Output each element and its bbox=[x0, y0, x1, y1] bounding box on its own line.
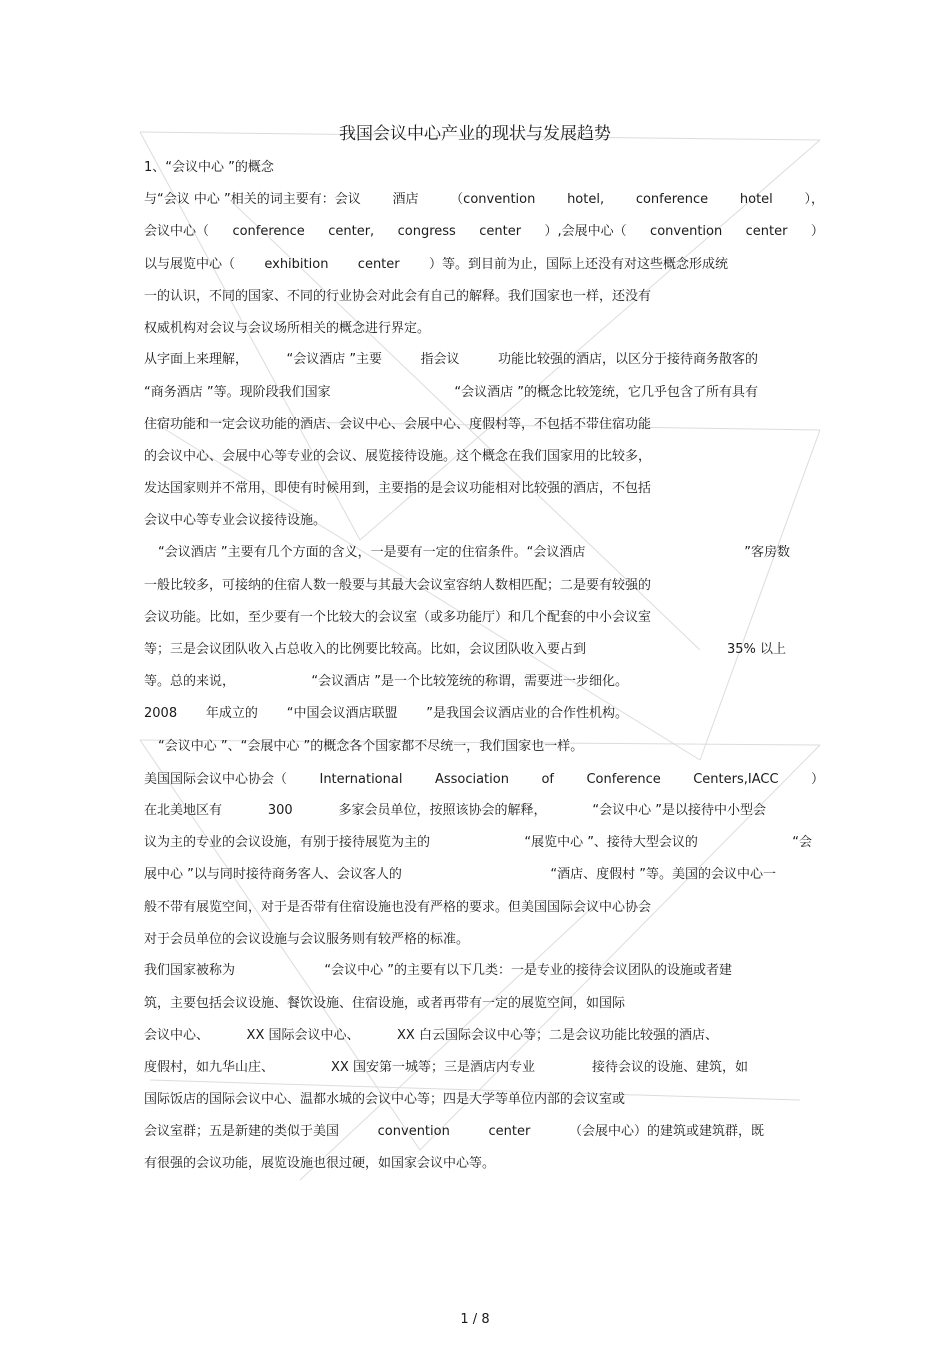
text-run: center, bbox=[328, 224, 375, 239]
text-run: center bbox=[488, 1124, 531, 1139]
body-line bbox=[144, 866, 776, 884]
page-separator: / bbox=[472, 1312, 478, 1327]
text-run: 般不带有展览空间，对于是否带有住宿设施也没有严格的要求。但美国国际会议中心协会 bbox=[144, 900, 652, 915]
text-run: （convention bbox=[450, 192, 536, 207]
text-run: ”客房数 bbox=[744, 545, 790, 560]
body-line bbox=[144, 288, 824, 306]
page-total: 8 bbox=[481, 1312, 490, 1327]
document-title: 我国会议中心产业的现状与发展趋势 bbox=[339, 124, 611, 144]
text-run: “会议中心 ”的主要有以下几类：一是专业的接待会议团队的设施或者建 bbox=[324, 963, 732, 978]
text-run: （会展中心）的建筑或建筑群，既 bbox=[568, 1124, 764, 1139]
text-run: convention bbox=[377, 1124, 450, 1139]
text-run: 酒店 bbox=[392, 192, 419, 207]
text-run: “酒店、度假村 ”等。美国的会议中心一 bbox=[550, 867, 776, 882]
body-line bbox=[158, 544, 790, 562]
body-line bbox=[144, 1155, 824, 1173]
body-line bbox=[144, 899, 824, 917]
text-run: XX 国安第一城等；三是酒店内专业 bbox=[331, 1060, 535, 1075]
page-number bbox=[0, 1311, 950, 1329]
text-run: 与“会议 中心 ”相关的词主要有：会议 bbox=[144, 192, 361, 207]
body-line bbox=[144, 962, 732, 980]
body-line bbox=[144, 1027, 718, 1045]
text-run: Conference bbox=[586, 772, 661, 787]
text-run: 的会议中心、会展中心等专业的会议、展览接待设施。这个概念在我们国家用的比较多， bbox=[144, 449, 652, 464]
text-run: hotel bbox=[739, 192, 773, 207]
text-run: 展中心 ”以与同时接待商务客人、会议客人的 bbox=[144, 867, 402, 882]
text-run: 300 bbox=[267, 803, 293, 818]
body-line bbox=[144, 1059, 748, 1077]
text-run: 35% 以上 bbox=[726, 642, 786, 657]
text-run: 会议中心等专业会议接待设施。 bbox=[144, 513, 327, 528]
text-run: 发达国家则并不常用，即使有时候用到，主要指的是会议功能相对比较强的酒店，不包括 bbox=[144, 481, 652, 496]
body-line bbox=[144, 1123, 764, 1141]
text-run: center bbox=[357, 257, 400, 272]
text-run: ）,会展中心（ bbox=[544, 224, 627, 239]
text-run: 议为主的专业的会议设施，有别于接待展览为主的 bbox=[144, 835, 431, 850]
page-current: 1 bbox=[460, 1312, 469, 1327]
text-run: “会议中心 ”、“会展中心 ”的概念各个国家都不尽统一，我们国家也一样。 bbox=[158, 739, 584, 754]
text-run: “展览中心 ”、接待大型会议的 bbox=[524, 835, 698, 850]
body-line bbox=[144, 1091, 824, 1109]
body-line bbox=[144, 512, 824, 530]
body-line bbox=[144, 384, 758, 402]
text-run: Association bbox=[434, 772, 509, 787]
text-run: 会议中心、 bbox=[144, 1028, 210, 1043]
body-line bbox=[144, 834, 812, 852]
body-line bbox=[144, 223, 824, 241]
text-run: 我们国家被称为 bbox=[144, 963, 236, 978]
text-run: 会议功能。比如，至少要有一个比较大的会议室（或多功能厅）和几个配套的中小会议室 bbox=[144, 610, 652, 625]
text-run: convention bbox=[650, 224, 723, 239]
text-run: 等；三是会议团队收入占总收入的比例要比较高。比如，会议团队收入要占到 bbox=[144, 642, 587, 657]
text-run: ）等。到目前为止，国际上还没有对这些概念形成统 bbox=[428, 257, 728, 272]
text-run: ）， bbox=[804, 192, 824, 207]
body-line bbox=[144, 705, 628, 723]
text-run: center bbox=[745, 224, 788, 239]
text-run: of bbox=[541, 772, 554, 787]
text-run: 年成立的 bbox=[205, 706, 258, 721]
text-run: conference bbox=[635, 192, 709, 207]
body-line bbox=[144, 577, 824, 595]
body-line bbox=[144, 802, 766, 820]
text-run: hotel, bbox=[567, 192, 605, 207]
body-line bbox=[144, 191, 824, 209]
text-run: Centers,IACC bbox=[693, 772, 779, 787]
text-run: 美国国际会议中心协会（ bbox=[144, 772, 288, 787]
body-line bbox=[144, 673, 628, 691]
text-run: XX 国际会议中心、 bbox=[246, 1028, 360, 1043]
section-heading bbox=[144, 159, 824, 177]
text-run: 筑，主要包括会议设施、餐饮设施、住宿设施，或者再带有一定的展览空间，如国际 bbox=[144, 996, 626, 1011]
text-run: 住宿功能和一定会议功能的酒店、会议中心、会展中心、度假村等，不包括不带住宿功能 bbox=[144, 417, 652, 432]
text-run: 会议中心（ bbox=[144, 224, 210, 239]
text-run: 会议室群；五是新建的类似于美国 bbox=[144, 1124, 340, 1139]
text-run: 2008 bbox=[144, 706, 178, 721]
text-run: 对于会员单位的会议设施与会议服务则有较严格的标准。 bbox=[144, 932, 470, 947]
text-run: XX 白云国际会议中心等；二是会议功能比较强的酒店、 bbox=[397, 1028, 718, 1043]
text-run: “会议酒店 ”是一个比较笼统的称谓，需要进一步细化。 bbox=[311, 674, 628, 689]
text-run: “会议酒店 ”主要有几个方面的含义，一是要有一定的住宿条件。“会议酒店 bbox=[158, 545, 586, 560]
text-run: 一的认识，不同的国家、不同的行业协会对此会有自己的解释。我们国家也一样，还没有 bbox=[144, 289, 652, 304]
text-run: 多家会员单位，按照该协会的解释， bbox=[338, 803, 547, 818]
body-line bbox=[144, 641, 786, 659]
body-line bbox=[144, 256, 728, 274]
body-line bbox=[144, 320, 824, 338]
body-line bbox=[144, 416, 824, 434]
text-run: 国际饭店的国际会议中心、温都水城的会议中心等；四是大学等单位内部的会议室或 bbox=[144, 1092, 626, 1107]
text-run: 功能比较强的酒店，以区分于接待商务散客的 bbox=[497, 352, 758, 367]
text-run: 接待会议的设施、建筑，如 bbox=[591, 1060, 748, 1075]
body-line bbox=[144, 351, 758, 369]
text-run: 一般比较多，可接纳的住宿人数一般要与其最大会议室容纳人数相匹配；二是要有较强的 bbox=[144, 578, 652, 593]
text-run: “会议酒店 ”主要 bbox=[286, 352, 383, 367]
body-line bbox=[144, 931, 824, 949]
body-line bbox=[144, 995, 824, 1013]
text-run: 指会议 bbox=[420, 352, 460, 367]
text-run: 从字面上来理解， bbox=[144, 352, 249, 367]
body-line bbox=[144, 771, 824, 789]
text-run: ”是我国会议酒店业的合作性机构。 bbox=[426, 706, 628, 721]
text-run: congress bbox=[397, 224, 456, 239]
text-run: “中国会议酒店联盟 bbox=[286, 706, 398, 721]
text-run: 有很强的会议功能，展览设施也很过硬，如国家会议中心等。 bbox=[144, 1156, 496, 1171]
text-run: exhibition bbox=[264, 257, 329, 272]
body-line bbox=[144, 480, 824, 498]
text-run: conference bbox=[232, 224, 305, 239]
text-run: 1、“会议中心 ”的概念 bbox=[144, 160, 274, 175]
text-run: ） bbox=[810, 772, 824, 787]
text-run: “会 bbox=[792, 835, 812, 850]
text-run: 在北美地区有 bbox=[144, 803, 223, 818]
text-run: 以与展览中心（ bbox=[144, 257, 236, 272]
text-run: 权威机构对会议与会议场所相关的概念进行界定。 bbox=[144, 321, 431, 336]
text-run: center bbox=[479, 224, 522, 239]
text-run: International bbox=[319, 772, 403, 787]
text-run: 度假村，如九华山庄、 bbox=[144, 1060, 275, 1075]
body-line bbox=[144, 448, 824, 466]
text-run: “会议酒店 ”的概念比较笼统，它几乎包含了所有具有 bbox=[454, 385, 758, 400]
text-run: “商务酒店 ”等。现阶段我们国家 bbox=[144, 385, 331, 400]
text-run: “会议中心 ”是以接待中小型会 bbox=[592, 803, 766, 818]
body-line bbox=[158, 738, 838, 756]
body-line bbox=[144, 609, 824, 627]
text-run: 等。总的来说， bbox=[144, 674, 236, 689]
text-run: ） bbox=[810, 224, 824, 239]
